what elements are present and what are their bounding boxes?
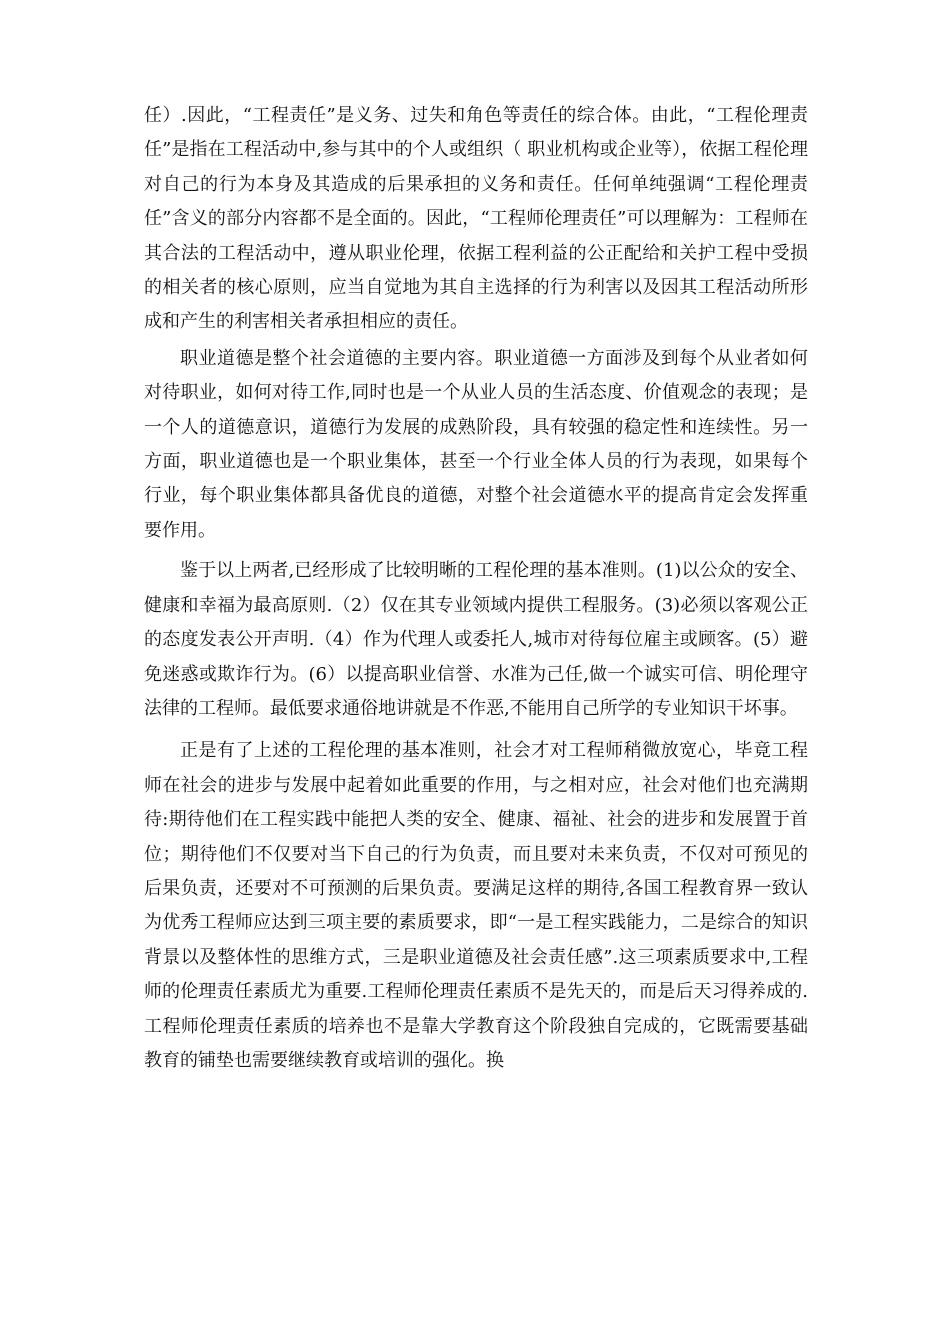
- document-page: [144, 99, 808, 1078]
- paragraph-expectations: 正是有了上述的工程伦理的基本准则，社会才对工程师稍微放宽心，毕竟工程师在社会的进步与发展中起着如此重要的作用，与之相对应，社会对他们也充满期待:期待他们在工程实践中能把人类的安全、健康、福祉、社会的进步和发展置于首位；期待他们不仅要对当下自己的行为负责，而且要对未来负责，不仅对可预见的后果负责，还要对不可预测的后果负责。要满足这样的期待,各国工程教育界一致认为优秀工程师应达到三项主要的素质要求，即“一是工程实践能力，二是综合的知识背景以及整体性的思维方式，三是职业道德及社会责任感”.这三项素质要求中,工程师的伦理责任素质尤为重要.工程师伦理责任素质不是先天的，而是后天习得养成的.工程师伦理责任素质的培养也不是靠大学教育这个阶段独自完成的，它既需要基础教育的铺垫也需要继续教育或培训的强化。换: [144, 740, 808, 1071]
- paragraph-basic-principles: 鉴于以上两者,已经形成了比较明晰的工程伦理的基本准则。(1)以公众的安全、健康和幸福为最高原则.（2）仅在其专业领域内提供工程服务。(3)必须以客观公正的态度发表公开声明.（4）作为代理人或委托人,城市对待每位雇主或顾客。(5）避免迷惑或欺诈行为。(6）以提高职业信誉、水准为己任,做一个诚实可信、明伦理守法律的工程师。最低要求通俗地讲就是不作恶,不能用自己所学的专业知识干坏事。: [144, 560, 808, 719]
- paragraph-continuation: 任）.因此，“工程责任”是义务、过失和角色等责任的综合体。由此，“工程伦理责任”是指在工程活动中,参与其中的个人或组织（ 职业机构或企业等），依据工程伦理对自己的行为本身及其造成的后果承担的义务和责任。任何单纯强调“工程伦理责任”含义的部分内容都不是全面的。因此，“工程师伦理责任”可以理解为：工程师在其合法的工程活动中，遵从职业伦理，依据工程利益的公正配给和关护工程中受损的相关者的核心原则，应当自觉地为其自主选择的行为利害以及因其工程活动所形成和产生的利害相关者承担相应的责任。: [144, 105, 808, 333]
- paragraph-professional-ethics: 职业道德是整个社会道德的主要内容。职业道德一方面涉及到每个从业者如何对待职业，如何对待工作,同时也是一个从业人员的生活态度、价值观念的表现；是一个人的道德意识，道德行为发展的成熟阶段，具有较强的稳定性和连续性。另一方面，职业道德也是一个职业集体，甚至一个行业全体人员的行为表现，如果每个行业，每个职业集体都具备优良的道德，对整个社会道德水平的提高肯定会发挥重要作用。: [144, 347, 808, 541]
